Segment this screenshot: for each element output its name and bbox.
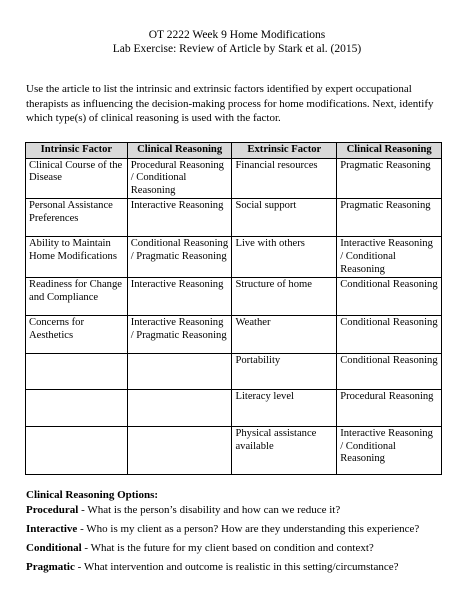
table-cell — [26, 354, 128, 390]
table-cell: Physical assistance available — [232, 427, 337, 475]
table-row — [26, 427, 442, 475]
option-term: Pragmatic — [26, 561, 75, 573]
table-cell: Procedural Reasoning — [337, 390, 442, 427]
table-cell: Interactive Reasoning — [127, 199, 232, 237]
table-cell: Financial resources — [232, 158, 337, 199]
table-cell: Social support — [232, 199, 337, 237]
table-cell: Conditional Reasoning — [337, 354, 442, 390]
option-text: What is the person’s disability and how can we reduce it? — [87, 504, 341, 516]
table-cell: Literacy level — [232, 390, 337, 427]
header-clinical-reasoning-extrinsic: Clinical Reasoning — [337, 143, 442, 159]
table-cell — [26, 390, 128, 427]
table-row — [26, 237, 442, 278]
table-cell: Pragmatic Reasoning — [337, 158, 442, 199]
document-title: OT 2222 Week 9 Home Modifications — [148, 29, 326, 41]
table-cell: Ability to Maintain Home Modifications — [26, 237, 128, 278]
reasoning-options — [26, 488, 456, 574]
table-cell: Live with others — [232, 237, 337, 278]
table-cell — [127, 354, 232, 390]
table-cell: Portability — [232, 354, 337, 390]
table-cell: Structure of home — [232, 278, 337, 316]
table-cell: Readiness for Change and Compliance — [26, 278, 128, 316]
option-conditional — [26, 541, 456, 555]
table-cell: Interactive Reasoning / Conditional Reasoning — [337, 237, 442, 278]
factors-table — [25, 142, 442, 475]
option-text: What is the future for my client based on condition and context? — [90, 542, 374, 554]
table-cell — [26, 427, 128, 475]
option-separator: - — [84, 542, 91, 554]
header-extrinsic-factor: Extrinsic Factor — [232, 143, 337, 159]
table-row — [26, 278, 442, 316]
option-text: What intervention and outcome is realistic in this setting/circumstance? — [83, 561, 399, 573]
table-row — [26, 316, 442, 354]
options-heading: Clinical Reasoning Options: — [26, 489, 159, 501]
option-separator: - — [74, 561, 84, 573]
table-cell: Pragmatic Reasoning — [337, 199, 442, 237]
table-cell: Personal Assistance Preferences — [26, 199, 128, 237]
table-cell: Conditional Reasoning / Pragmatic Reasoning — [127, 237, 232, 278]
header-clinical-reasoning-intrinsic: Clinical Reasoning — [127, 143, 232, 159]
table-cell: Procedural Reasoning / Conditional Reasoning — [127, 158, 232, 199]
table-cell: Interactive Reasoning — [127, 278, 232, 316]
table-row — [26, 354, 442, 390]
option-term: Procedural — [26, 504, 79, 516]
option-interactive — [26, 522, 456, 536]
table-cell: Interactive Reasoning / Conditional Reasoning — [337, 427, 442, 475]
table-cell: Clinical Course of the Disease — [26, 158, 128, 199]
option-separator: - — [78, 504, 88, 516]
header-intrinsic-factor: Intrinsic Factor — [26, 143, 128, 159]
table-cell — [127, 427, 232, 475]
table-cell: Weather — [232, 316, 337, 354]
table-cell: Conditional Reasoning — [337, 278, 442, 316]
table-cell — [127, 390, 232, 427]
instructions-paragraph: Use the article to list the intrinsic and extrinsic factors identified by expert occupational therapists as influencing the decision-making process for home modifications. Next, identify which type(s) of clinical reasoning is used with the factor. — [26, 83, 434, 124]
option-term: Interactive — [26, 523, 78, 535]
table-row — [26, 390, 442, 427]
table-cell: Concerns for Aesthetics — [26, 316, 128, 354]
option-pragmatic — [26, 560, 456, 574]
table-cell: Conditional Reasoning — [337, 316, 442, 354]
table-header-row — [26, 143, 442, 159]
table-row — [26, 158, 442, 199]
option-procedural — [26, 503, 456, 517]
option-text: Who is my client as a person? How are they understanding this experience? — [86, 523, 420, 535]
option-term: Conditional — [26, 542, 85, 554]
document-subtitle: Lab Exercise: Review of Article by Stark et al. (2015) — [112, 43, 362, 55]
option-separator: - — [77, 523, 87, 535]
table-cell: Interactive Reasoning / Pragmatic Reasoning — [127, 316, 232, 354]
table-row — [26, 199, 442, 237]
